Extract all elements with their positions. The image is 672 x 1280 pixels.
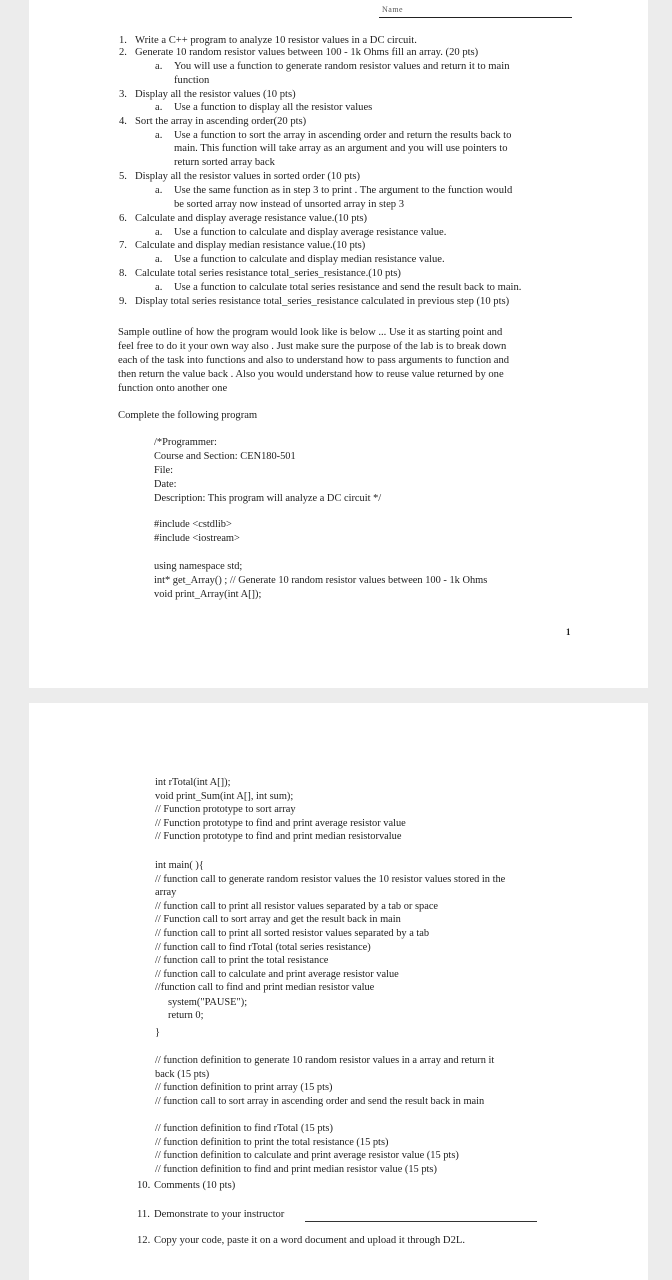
code-line: // Function prototype to find and print average resistor value xyxy=(155,817,406,829)
code-line: Description: This program will analyze a DC circuit */ xyxy=(154,493,382,504)
code-line: int main( ){ xyxy=(155,860,204,871)
code-line: // function call to sort array in ascending order and send the result back in main xyxy=(155,1095,485,1107)
code-line: // function definition to calculate and print average resistor value (15 pts) xyxy=(155,1150,459,1162)
code-line: //function call to find and print median resistor value xyxy=(155,982,375,994)
task-text: Use a function to display all the resistor values xyxy=(174,102,373,113)
code-line: int* get_Array() ; // Generate 10 random resistor values between 100 - 1k Ohms xyxy=(154,575,488,586)
item-number: 11. xyxy=(137,1209,150,1220)
code-line: Course and Section: CEN180-501 xyxy=(154,451,296,462)
task-text: return sorted array back xyxy=(174,157,275,168)
task-number: 5. xyxy=(119,171,127,182)
task-number: a. xyxy=(155,254,163,265)
paragraph-line: feel free to do it your own way also . Just make sure the purpose of the lab is to break down xyxy=(118,341,507,352)
code-line: using namespace std; xyxy=(154,561,243,572)
code-line: #include <iostream> xyxy=(154,533,240,544)
code-line: // Function prototype to sort array xyxy=(155,804,296,815)
task-text: function xyxy=(174,75,210,86)
code-line: int rTotal(int A[]); xyxy=(155,777,231,788)
task-text: be sorted array now instead of unsorted array in step 3 xyxy=(174,199,405,210)
task-text: Use the same function as in step 3 to print . The argument to the function would xyxy=(174,185,513,196)
code-line: system("PAUSE"); xyxy=(168,997,248,1008)
task-number: 1. xyxy=(119,35,127,46)
task-text: Sort the array in ascending order(20 pts) xyxy=(135,116,307,127)
code-line: // function call to print all sorted resistor values separated by a tab xyxy=(155,928,430,939)
task-number: a. xyxy=(155,227,163,238)
item-number: 12. xyxy=(137,1235,151,1246)
code-line: Date: xyxy=(154,479,177,490)
task-number: a. xyxy=(155,61,163,72)
name-label: Name xyxy=(382,5,404,14)
code-line: // function call to generate random resistor values the 10 resistor values stored in the xyxy=(155,873,506,885)
code-line: /*Programmer: xyxy=(154,437,217,448)
signature-underline xyxy=(305,1212,537,1222)
code-line: void print_Sum(int A[], int sum); xyxy=(155,790,294,802)
code-line: // function call to print all resistor values separated by a tab or space xyxy=(155,900,439,912)
task-number: 9. xyxy=(119,296,127,307)
code-line: array xyxy=(155,887,177,899)
page-number: 1 xyxy=(566,627,571,637)
code-line: // function call to print the total resistance xyxy=(155,955,329,967)
item-text: Comments (10 pts) xyxy=(154,1180,236,1191)
code-line: // function call to calculate and print average resistor value xyxy=(155,968,399,980)
task-text: Display total series resistance total_series_resistance calculated in previous step (10 pts) xyxy=(135,296,510,307)
code-line: #include <cstdlib> xyxy=(154,519,232,530)
task-number: a. xyxy=(155,102,163,113)
code-line: // function definition to find rTotal (15 pts) xyxy=(155,1123,333,1134)
task-number: 7. xyxy=(119,240,127,251)
code-line: // function definition to print the total resistance (15 pts) xyxy=(155,1136,389,1148)
complete-heading: Complete the following program xyxy=(118,410,258,421)
task-text: Use a function to calculate total series resistance and send the result back to main. xyxy=(174,282,522,293)
task-number: 2. xyxy=(119,47,127,58)
task-text: Use a function to calculate and display average resistance value. xyxy=(174,227,447,238)
code-line: // Function call to sort array and get the result back in main xyxy=(155,914,401,926)
paragraph-line: then return the value back . Also you would understand how to reuse value returned by one xyxy=(118,369,504,380)
code-line: back (15 pts) xyxy=(155,1068,210,1080)
signature-line xyxy=(305,1209,537,1227)
code-line: // function definition to print array (15 pts) xyxy=(155,1082,333,1094)
task-text: main. This function will take array as an argument and you will use pointers to xyxy=(174,143,508,154)
task-number: a. xyxy=(155,282,163,293)
paragraph-line: each of the task into functions and also to understand how to pass arguments to function and xyxy=(118,355,510,366)
task-number: a. xyxy=(155,130,163,141)
task-text: Display all the resistor values (10 pts) xyxy=(135,89,296,100)
code-line: // Function prototype to find and print median resistorvalue xyxy=(155,831,402,842)
task-text: Calculate total series resistance total_series_resistance.(10 pts) xyxy=(135,268,401,279)
task-text: Display all the resistor values in sorted order (10 pts) xyxy=(135,171,361,182)
paragraph-line: Sample outline of how the program would look like is below ... Use it as starting point and xyxy=(118,327,503,338)
task-number: 4. xyxy=(119,116,127,127)
task-number: 6. xyxy=(119,213,127,224)
document-page-1 xyxy=(29,0,648,688)
task-number: a. xyxy=(155,185,163,196)
task-text: Calculate and display average resistance value.(10 pts) xyxy=(135,213,368,224)
item-text: Copy your code, paste it on a word document and upload it through D2L. xyxy=(154,1235,465,1246)
paragraph-line: function onto another one xyxy=(118,383,228,394)
name-field-line xyxy=(379,5,572,18)
task-text: Write a C++ program to analyze 10 resistor values in a DC circuit. xyxy=(135,35,417,46)
code-line: File: xyxy=(154,465,174,476)
code-line: return 0; xyxy=(168,1010,204,1021)
closing-brace: } xyxy=(155,1027,160,1038)
task-number: 8. xyxy=(119,268,127,279)
task-text: You will use a function to generate random resistor values and return it to main xyxy=(174,61,510,72)
task-text: Generate 10 random resistor values between 100 - 1k Ohms fill an array. (20 pts) xyxy=(135,47,479,58)
task-number: 3. xyxy=(119,89,127,100)
code-line: // function definition to find and print median resistor value (15 pts) xyxy=(155,1163,437,1175)
task-text: Calculate and display median resistance value.(10 pts) xyxy=(135,240,366,251)
item-number: 10. xyxy=(137,1180,151,1191)
task-text: Use a function to calculate and display median resistance value. xyxy=(174,254,445,265)
code-line: void print_Array(int A[]); xyxy=(154,589,262,600)
document-page-2 xyxy=(29,703,648,1280)
item-text: Demonstrate to your instructor xyxy=(154,1209,285,1220)
code-line: // function definition to generate 10 random resistor values in a array and return it xyxy=(155,1055,495,1066)
code-line: // function call to find rTotal (total series resistance) xyxy=(155,941,371,953)
task-text: Use a function to sort the array in ascending order and return the results back to xyxy=(174,130,512,141)
